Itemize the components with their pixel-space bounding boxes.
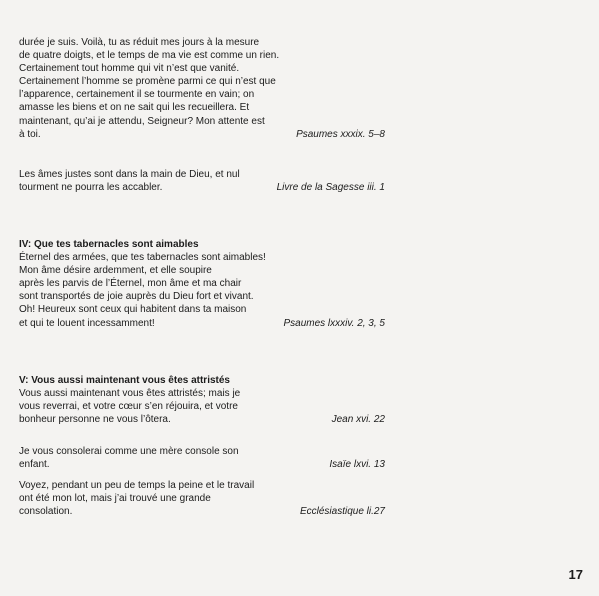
last-line-with-reference bbox=[19, 458, 385, 471]
text-line: Éternel des armées, que tes tabernacles sont aimables! bbox=[19, 252, 266, 264]
text-line: de quatre doigts, et le temps de ma vie est comme un rien. bbox=[19, 50, 280, 62]
section-iv bbox=[19, 238, 385, 330]
scripture-reference: Jean xvi. 22 bbox=[331, 414, 385, 426]
text-line: l’apparence, certainement il se tourmente en vain; on bbox=[19, 89, 255, 101]
text-line: sont transportés de joie auprès du Dieu fort et vivant. bbox=[19, 291, 254, 303]
text-line: consolation. bbox=[19, 506, 73, 518]
scripture-reference: Psaumes xxxix. 5–8 bbox=[296, 128, 385, 140]
text-line: Les âmes justes sont dans la main de Dieu, et nul bbox=[19, 169, 240, 180]
text-line: à toi. bbox=[19, 128, 41, 140]
section-v bbox=[19, 374, 385, 426]
last-line-with-reference bbox=[19, 181, 385, 194]
scripture-reference: Livre de la Sagesse iii. 1 bbox=[276, 182, 385, 194]
section-heading: IV: Que tes tabernacles sont aimables bbox=[19, 239, 199, 250]
text-line: et qui te louent incessamment! bbox=[19, 317, 155, 329]
section-heading: V: Vous aussi maintenant vous êtes attristés bbox=[19, 375, 230, 386]
text-line: durée je suis. Voilà, tu as réduit mes jours à la mesure bbox=[19, 37, 260, 48]
last-line-with-reference bbox=[19, 317, 385, 330]
text-line: Oh! Heureux sont ceux qui habitent dans ta maison bbox=[19, 304, 247, 316]
passage-isaie-66 bbox=[19, 445, 385, 471]
last-line-with-reference bbox=[19, 413, 385, 426]
passage-sagesse-3 bbox=[19, 168, 385, 194]
text-line: Certainement tout homme qui vit n’est que vanité. bbox=[19, 63, 240, 75]
text-line: Vous aussi maintenant vous êtes attristés; mais je bbox=[19, 388, 241, 400]
text-line: après les parvis de l’Éternel, mon âme et ma chair bbox=[19, 278, 242, 290]
passage-psaumes-39 bbox=[19, 36, 385, 141]
text-line: vous reverrai, et votre cœur s’en réjouira, et votre bbox=[19, 401, 238, 413]
text-line: bonheur personne ne vous l’ôtera. bbox=[19, 414, 171, 426]
scripture-reference: Isaïe lxvi. 13 bbox=[329, 459, 385, 471]
passage-ecclesiastique-51 bbox=[19, 479, 385, 518]
last-line-with-reference bbox=[19, 128, 385, 141]
text-line: tourment ne pourra les accabler. bbox=[19, 182, 163, 194]
scripture-reference: Psaumes lxxxiv. 2, 3, 5 bbox=[283, 317, 385, 329]
text-line: ont été mon lot, mais j’ai trouvé une grande bbox=[19, 493, 211, 505]
text-line: Mon âme désire ardemment, et elle soupire bbox=[19, 265, 212, 277]
text-line: maintenant, qu’ai je attendu, Seigneur? Mon attente est bbox=[19, 115, 265, 127]
scripture-reference: Ecclésiastique li.27 bbox=[299, 506, 385, 518]
last-line-with-reference bbox=[19, 505, 385, 518]
text-line: Je vous consolerai comme une mère console son bbox=[19, 446, 239, 457]
text-line: amasse les biens et on ne sait qui les recueillera. Et bbox=[19, 102, 250, 114]
text-line: enfant. bbox=[19, 459, 50, 471]
text-line: Voyez, pendant un peu de temps la peine et le travail bbox=[19, 480, 255, 491]
page-number: 17 bbox=[568, 567, 583, 582]
text-line: Certainement l’homme se promène parmi ce qui n’est que bbox=[19, 76, 276, 88]
